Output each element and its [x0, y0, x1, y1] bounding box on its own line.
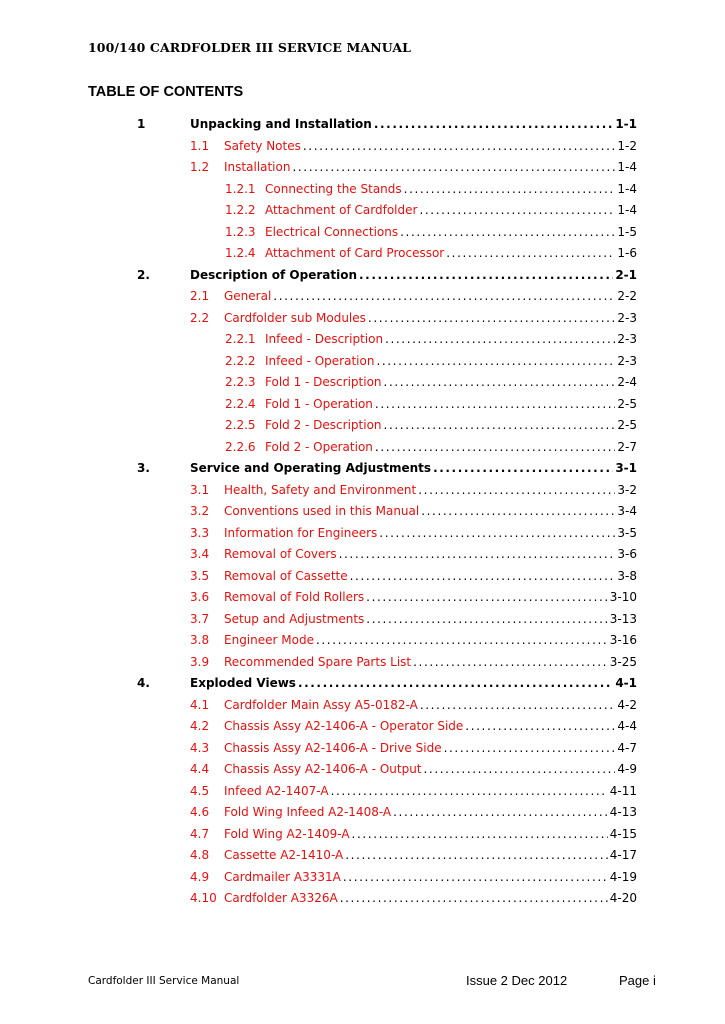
toc-entry-number: 4. — [137, 676, 150, 690]
toc-dot-leader — [350, 566, 616, 588]
toc-entry-page: 3-5 — [617, 525, 637, 540]
toc-entry-label[interactable]: Fold 1 - Description — [265, 375, 382, 389]
toc-dot-leader — [316, 630, 608, 652]
toc-entry-number: 4.7 — [190, 826, 210, 841]
toc-entry[interactable] — [0, 673, 725, 695]
toc-entry-label[interactable]: Chassis Assy A2-1406-A - Drive Side — [224, 740, 442, 755]
toc-entry[interactable] — [0, 544, 725, 566]
toc-entry-number: 1 — [137, 117, 146, 131]
toc-entry-number: 3.8 — [190, 633, 210, 647]
toc-entry[interactable] — [0, 716, 725, 738]
toc-entry[interactable] — [0, 394, 725, 416]
toc-entry-number: 4.1 — [190, 697, 210, 712]
toc-entry-number: 3. — [137, 461, 150, 475]
toc-dot-leader — [418, 480, 615, 502]
toc-dot-leader — [375, 437, 615, 459]
toc-entry-number: 2.2.6 — [225, 439, 256, 454]
toc-entry[interactable] — [0, 351, 725, 373]
toc-entry-number: 2.2.5 — [225, 418, 256, 432]
toc-entry-label[interactable]: Service and Operating Adjustments — [190, 461, 432, 475]
toc-entry-label[interactable]: Fold Wing A2-1409-A — [224, 826, 350, 841]
toc-entry-page: 4-2 — [617, 697, 637, 712]
toc-dot-leader — [413, 652, 608, 674]
toc-entry-label[interactable]: Installation — [224, 160, 291, 174]
toc-entry-number: 3.3 — [190, 525, 210, 540]
toc-entry[interactable] — [0, 824, 725, 846]
toc-entry-number: 2.1 — [190, 289, 210, 303]
toc-entry-label[interactable]: Attachment of Cardfolder — [265, 203, 418, 217]
toc-dot-leader — [292, 157, 615, 179]
toc-entry-label[interactable]: Exploded Views — [190, 676, 296, 690]
toc-entry-label[interactable]: Safety Notes — [224, 138, 301, 153]
toc-dot-leader — [444, 738, 616, 760]
toc-entry-page: 2-7 — [617, 439, 637, 454]
toc-entry-page: 3-6 — [617, 547, 637, 561]
toc-entry[interactable] — [0, 243, 725, 265]
toc-entry-number: 4.9 — [190, 869, 210, 884]
toc-entry-number: 1.2.2 — [225, 203, 256, 217]
toc-entry-number: 2. — [137, 267, 150, 282]
toc-entry-label[interactable]: Information for Engineers — [224, 525, 378, 540]
toc-entry-number: 3.2 — [190, 504, 210, 518]
toc-entry-page: 2-1 — [615, 267, 637, 282]
toc-entry-number: 4.8 — [190, 848, 210, 862]
toc-entry[interactable] — [0, 587, 725, 609]
toc-dot-leader — [359, 265, 613, 287]
toc-entry-label[interactable]: Cardfolder sub Modules — [224, 310, 366, 325]
toc-entry-label[interactable]: Fold 2 - Operation — [265, 439, 373, 454]
toc-entry-page: 1-4 — [617, 203, 637, 217]
toc-entry-page: 2-3 — [617, 332, 637, 346]
toc-entry[interactable] — [0, 759, 725, 781]
toc-dot-leader — [366, 587, 608, 609]
toc-entry-number: 2.2.3 — [225, 375, 256, 389]
toc-entry[interactable] — [0, 781, 725, 803]
toc-entry-number: 4.3 — [190, 740, 210, 755]
toc-entry-number: 2.2.1 — [225, 332, 256, 346]
toc-dot-leader — [424, 759, 616, 781]
toc-entry-page: 1-4 — [617, 181, 637, 196]
toc-entry-number: 1.2.3 — [225, 224, 256, 239]
toc-entry-number: 2.2.4 — [225, 396, 256, 411]
toc-entry[interactable] — [0, 157, 725, 179]
toc-entry-label[interactable]: Connecting the Stands — [265, 181, 402, 196]
toc-entry[interactable] — [0, 136, 725, 158]
toc-entry-page: 4-20 — [609, 891, 637, 905]
toc-dot-leader — [376, 351, 615, 373]
toc-entry[interactable] — [0, 329, 725, 351]
toc-entry-number: 3.1 — [190, 482, 210, 497]
toc-entry-label[interactable]: Health, Safety and Environment — [224, 482, 417, 497]
toc-entry-page: 1-5 — [617, 224, 637, 239]
toc-entry[interactable] — [0, 114, 725, 136]
toc-entry-page: 2-3 — [617, 353, 637, 368]
toc-dot-leader — [421, 501, 615, 523]
toc-entry[interactable] — [0, 200, 725, 222]
toc-entry-label[interactable]: Description of Operation — [190, 267, 358, 282]
toc-entry[interactable] — [0, 480, 725, 502]
toc-entry-label[interactable]: Electrical Connections — [265, 224, 399, 239]
toc-dot-leader — [339, 544, 616, 566]
toc-entry-page: 3-16 — [609, 633, 637, 647]
toc-entry-label[interactable]: Fold 2 - Description — [265, 418, 382, 432]
toc-dot-leader — [385, 329, 615, 351]
toc-entry[interactable] — [0, 372, 725, 394]
toc-entry-label[interactable]: Removal of Cassette — [224, 568, 348, 583]
toc-dot-leader — [433, 458, 613, 480]
toc-dot-leader — [446, 243, 615, 265]
toc-entry-number: 1.2 — [190, 160, 210, 174]
toc-entry-page: 1-6 — [617, 246, 637, 260]
toc-entry-page: 3-4 — [617, 504, 637, 518]
toc-entry-number: 3.9 — [190, 654, 210, 669]
toc-title: TABLE OF CONTENTS — [88, 84, 244, 100]
toc-entry-page: 4-17 — [609, 848, 637, 862]
toc-dot-leader — [374, 114, 613, 136]
toc-entry[interactable] — [0, 308, 725, 330]
toc-entry-number: 4.5 — [190, 783, 210, 798]
toc-dot-leader — [404, 179, 616, 201]
toc-entry-label[interactable]: Conventions used in this Manual — [224, 504, 420, 518]
toc-entry-page: 2-2 — [617, 289, 637, 303]
toc-entry-number: 3.4 — [190, 547, 210, 561]
toc-entry-page: 4-1 — [615, 676, 637, 690]
toc-entry-label[interactable]: Removal of Covers — [224, 547, 337, 561]
table-of-contents — [0, 114, 725, 910]
toc-dot-leader — [368, 308, 615, 330]
toc-entry-number: 4.6 — [190, 805, 210, 819]
toc-dot-leader — [340, 888, 608, 910]
toc-entry-page: 3-1 — [615, 461, 637, 475]
toc-entry-label[interactable]: Infeed A2-1407-A — [224, 783, 329, 798]
toc-entry[interactable] — [0, 437, 725, 459]
toc-entry[interactable] — [0, 265, 725, 287]
toc-entry-page: 2-3 — [617, 310, 637, 325]
toc-entry-label[interactable]: Cassette A2-1410-A — [224, 848, 344, 862]
toc-entry[interactable] — [0, 802, 725, 824]
toc-entry[interactable] — [0, 609, 725, 631]
toc-entry-number: 1.2.1 — [225, 181, 256, 196]
toc-entry-label[interactable]: Cardmailer A3331A — [224, 869, 341, 884]
toc-dot-leader — [419, 200, 615, 222]
toc-entry[interactable] — [0, 415, 725, 437]
toc-dot-leader — [366, 609, 607, 631]
toc-entry-number: 3.5 — [190, 568, 210, 583]
toc-entry-page: 4-4 — [617, 719, 637, 733]
toc-entry-page: 1-2 — [617, 138, 637, 153]
toc-entry-page: 3-10 — [609, 590, 637, 604]
toc-dot-leader — [400, 222, 615, 244]
toc-entry-number: 3.7 — [190, 611, 210, 626]
toc-entry-label[interactable]: Fold Wing Infeed A2-1408-A — [224, 805, 392, 819]
toc-entry-page: 4-9 — [617, 762, 637, 776]
footer-manual-name: Cardfolder III Service Manual — [88, 975, 240, 987]
toc-entry-number: 4.4 — [190, 762, 210, 776]
toc-entry-page: 4-19 — [609, 869, 637, 884]
toc-entry[interactable] — [0, 222, 725, 244]
toc-entry[interactable] — [0, 867, 725, 889]
toc-entry[interactable] — [0, 738, 725, 760]
toc-entry-page: 3-25 — [609, 654, 637, 669]
toc-entry-label[interactable]: Cardfolder Main Assy A5-0182-A — [224, 697, 418, 712]
toc-dot-leader — [384, 415, 616, 437]
toc-dot-leader — [343, 867, 608, 889]
toc-dot-leader — [303, 136, 616, 158]
toc-entry-label[interactable]: Cardfolder A3326A — [224, 891, 338, 905]
toc-entry-label[interactable]: Recommended Spare Parts List — [224, 654, 412, 669]
toc-entry-label[interactable]: Fold 1 - Operation — [265, 396, 373, 411]
toc-entry-page: 3-13 — [609, 611, 637, 626]
toc-dot-leader — [352, 824, 608, 846]
toc-dot-leader — [465, 716, 615, 738]
toc-dot-leader — [331, 781, 608, 803]
toc-entry-page: 4-11 — [609, 783, 637, 798]
toc-entry-label[interactable]: Infeed - Description — [265, 332, 384, 346]
toc-entry[interactable] — [0, 845, 725, 867]
toc-entry-label[interactable]: Chassis Assy A2-1406-A - Operator Side — [224, 719, 464, 733]
toc-dot-leader — [393, 802, 608, 824]
toc-entry-label[interactable]: Infeed - Operation — [265, 353, 375, 368]
toc-entry-page: 3-2 — [617, 482, 637, 497]
footer-page-number: Page i — [619, 973, 656, 988]
toc-entry-number: 2.2 — [190, 310, 210, 325]
toc-entry-label[interactable]: Engineer Mode — [224, 633, 314, 647]
toc-entry-label[interactable]: Attachment of Card Processor — [265, 246, 445, 260]
footer-issue: Issue 2 Dec 2012 — [466, 973, 568, 988]
toc-entry-number: 2.2.2 — [225, 353, 256, 368]
toc-entry-label[interactable]: Removal of Fold Rollers — [224, 590, 365, 604]
toc-dot-leader — [345, 845, 608, 867]
toc-entry-label[interactable]: Setup and Adjustments — [224, 611, 365, 626]
toc-entry-page: 2-5 — [617, 418, 637, 432]
toc-entry-page: 1-4 — [617, 160, 637, 174]
toc-dot-leader — [384, 372, 616, 394]
toc-dot-leader — [298, 673, 613, 695]
toc-entry[interactable] — [0, 501, 725, 523]
toc-entry[interactable] — [0, 458, 725, 480]
toc-entry-page: 4-7 — [617, 740, 637, 755]
toc-entry-number: 4.2 — [190, 719, 210, 733]
toc-entry[interactable] — [0, 695, 725, 717]
toc-entry-number: 4.10 — [190, 891, 217, 905]
toc-entry[interactable] — [0, 652, 725, 674]
toc-entry-label[interactable]: Chassis Assy A2-1406-A - Output — [224, 762, 422, 776]
toc-entry[interactable] — [0, 630, 725, 652]
toc-dot-leader — [375, 394, 615, 416]
toc-dot-leader — [420, 695, 616, 717]
toc-entry-label[interactable]: General — [224, 289, 272, 303]
toc-entry-page: 3-8 — [617, 568, 637, 583]
toc-entry-label[interactable]: Unpacking and Installation — [190, 117, 372, 131]
toc-entry[interactable] — [0, 888, 725, 910]
toc-entry-page: 1-1 — [615, 117, 637, 131]
toc-entry-number: 1.1 — [190, 138, 210, 153]
toc-entry-page: 4-13 — [609, 805, 637, 819]
toc-entry[interactable] — [0, 179, 725, 201]
toc-entry-number: 1.2.4 — [225, 246, 256, 260]
toc-entry-number: 3.6 — [190, 590, 210, 604]
toc-entry-page: 2-4 — [617, 375, 637, 389]
document-header: 100/140 CARDFOLDER III SERVICE MANUAL — [88, 40, 412, 55]
toc-dot-leader — [379, 523, 615, 545]
toc-entry[interactable] — [0, 523, 725, 545]
toc-entry[interactable] — [0, 286, 725, 308]
toc-entry-page: 2-5 — [617, 396, 637, 411]
toc-entry[interactable] — [0, 566, 725, 588]
toc-dot-leader — [273, 286, 615, 308]
toc-entry-page: 4-15 — [609, 826, 637, 841]
